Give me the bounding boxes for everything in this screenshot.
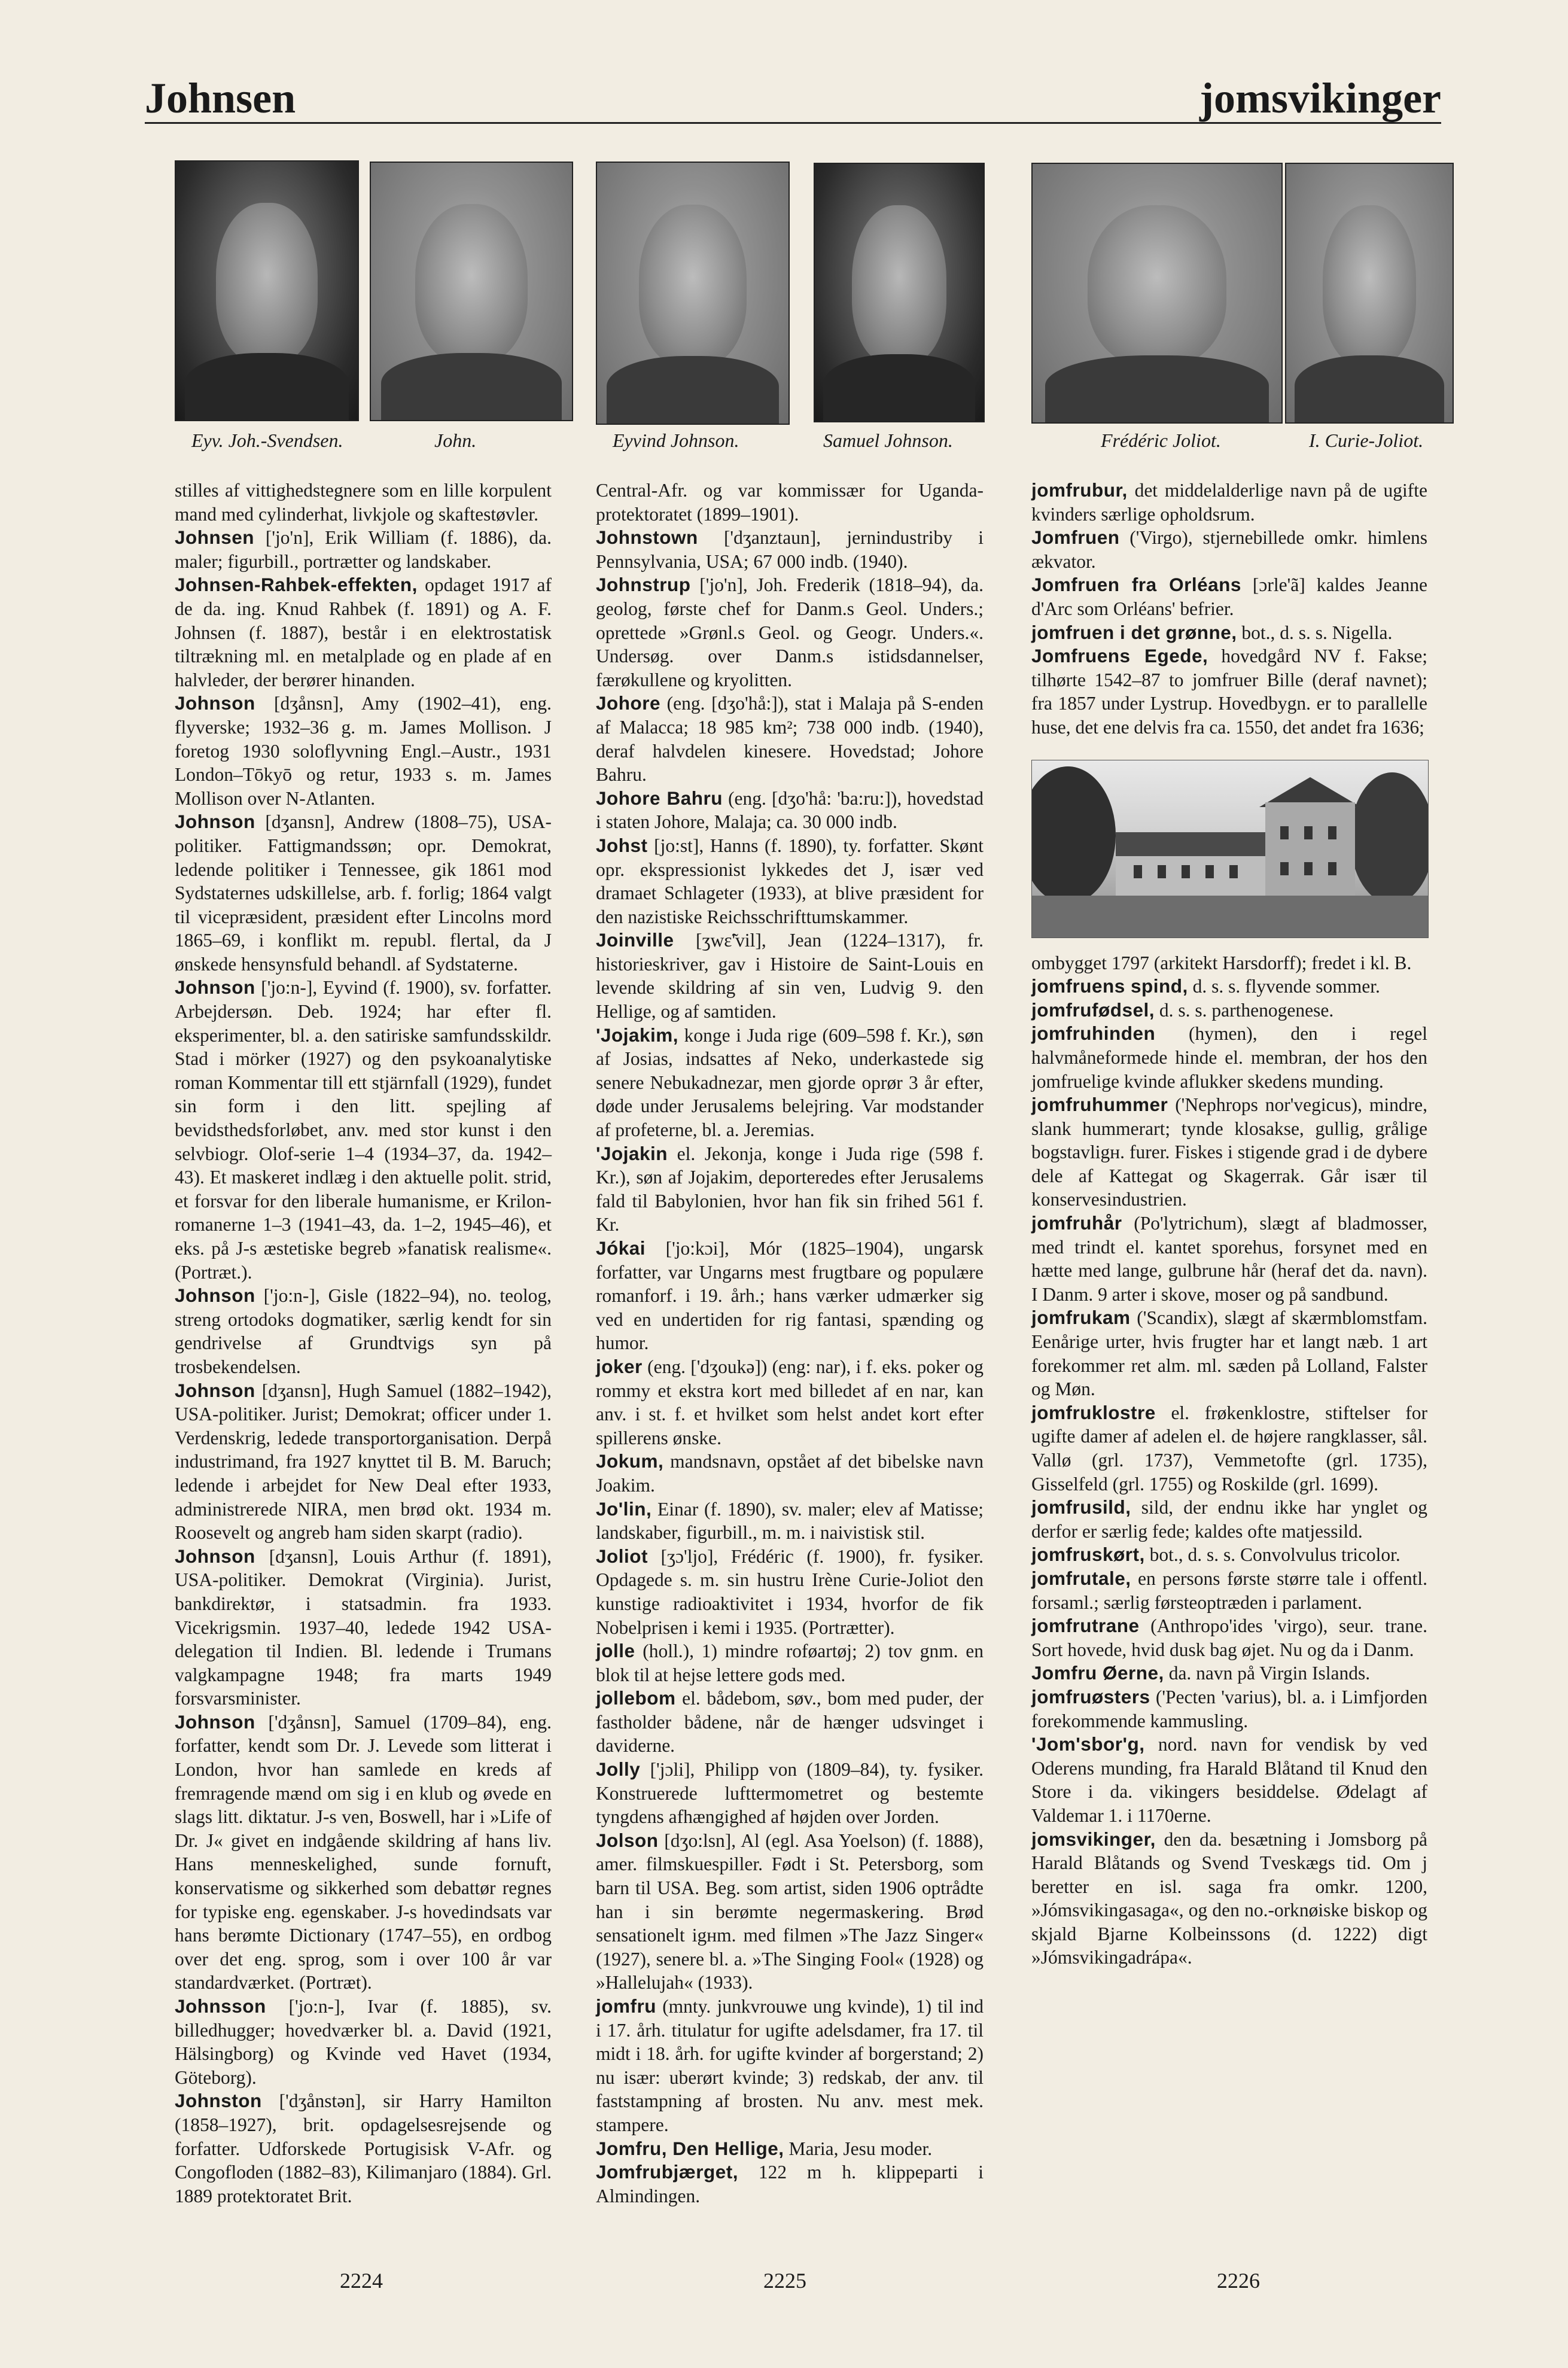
entry: 'Jom'sbor'g, nord. navn for vendisk by ved Oderens munding, fra Harald Blåtand til Knud den Store i da. vikingers besiddelse. Ødelagt af Valdemar 1. i 1170erne. [1031, 1733, 1427, 1826]
entry: Johnsson ['jo:n-], Ivar (f. 1885), sv. billedhugger; hovedværker bl. a. David (1921, Hälsingborg) og Kvinde ved Havet (1934, Göteborg). [175, 1995, 552, 2088]
header-right-word: jomsvikinger [1199, 74, 1441, 122]
entry: Jolson [dʒo:lsn], Al (egl. Asa Yoelson) (f. 1888), amer. filmskuespiller. Født i St. Petersborg, som barn til USA. Beg. som artist, siden 1906 optrådte han i sin berømte negermaskering. Brød sensationelt igнm. med filmen »The Jazz Singer« (1927), senere bl. a. »The Singing Fool« (1928) og »Hallelujah« (1933). [596, 1829, 984, 1993]
entry: jomfrubur, det middelalderlige navn på de ugifte kvinders særlige opholdsrum. [1031, 479, 1427, 525]
entry: Joinville [ʒwɛ̃'vil], Jean (1224–1317), fr. historieskriver, gav i Histoire de Saint-Louis en levende skildring af sin ven, Ludvig 9. den Hellige, og af samtiden. [596, 929, 984, 1022]
entry: Johnson [dʒansn], Andrew (1808–75), USA-politiker. Fattigmandssøn; opr. Demokrat, ledende politiker i Tennessee, gik 1861 mod Sydstaternes udskillelse, arb. f. forlig; 1864 valgt til vicepræsident, præsident efter Lincolns mord 1865–69, i konflikt m. republ. flertal, da J ønskede hensynsfuld behandl. af Sydstaterne. [175, 811, 552, 975]
entry: 'Jojakin el. Jekonja, konge i Juda rige (598 f. Kr.), søn af Jojakim, deporteredes efter Jerusalems fald til Babylonien, hvor han fik sin frihed 561 f. Kr. [596, 1142, 984, 1235]
entry: Jomfru, Den Hellige, Maria, Jesu moder. [596, 2137, 933, 2159]
entry: jomfrutrane (Anthropo'ides 'virgo), seur. trane. Sort hovede, hvid dusk bag øjet. Nu og da i Danm. [1031, 1615, 1427, 1660]
entry: Johnson ['dʒånsn], Samuel (1709–84), eng. forfatter, kendt som Dr. J. Levede som litterat i London, hvor han samlede en kreds af fremragende mænd om sig i en klub og øvede en slags litt. diktatur. J-s ven, Boswell, har i »Life of Dr. J« givet en indgående skildring af hans liv. Hans menneskelighed, sunde fornuft, konservatisme og sikkerhed som debattør regnes for typiske eng. egenskaber. J-s hovedindsats var hans berømte Dictionary (1747–55), en ordbog over det eng. sprog, som i over 100 år var standardværket. (Portræt). [175, 1710, 552, 1993]
page-header [145, 71, 1441, 126]
entry: Jomfrubjærget, 122 m h. klippeparti i Almindingen. [596, 2161, 984, 2206]
portrait-eyvind-johnson [596, 162, 790, 425]
entry: jollebom el. bådebom, søv., bom med puder, der fastholder bådene, når de hænger udsvinget i daviderne. [596, 1687, 984, 1757]
entry: jomfruen i det grønne, bot., d. s. s. Nigella. [1031, 621, 1393, 643]
entry: jomfrusild, sild, der endnu ikke har ynglet og derfor er særlig fede; kaldes ofte matjessild. [1031, 1496, 1427, 1542]
entry: Johnson [dʒånsn], Amy (1902–41), eng. flyverske; 1932–36 g. m. James Mollison. J foretog 1930 soloflyvning Engl.–Austr., 1931 London–Tōkyō og retur, 1933 s. m. James Mollison over N-Atlanten. [175, 692, 552, 809]
caption-john: John. [434, 430, 477, 451]
portrait-samuel-johnson [814, 163, 985, 422]
entry: jomfru (mnty. junkvrouwe ung kvinde), 1) til ind i 17. årh. titulatur for ugifte adelsdamer, fra 17. til midt i 18. årh. for ugifte kvinder af borgerstand; 2) nu især: uberørt kvinde; 3) redskab, der anv. til faststampning af brosten. Nu anv. mest mek. stampere. [596, 1995, 984, 2135]
entry: Johst [jo:st], Hanns (f. 1890), ty. forfatter. Skønt opr. ekspressionist lykkedes det J, især ved dramaet Schlageter (1933), at blive præsident for den nazistiske Reichsschrifttumskammer. [596, 834, 984, 927]
entry: Johnston ['dʒånstən], sir Harry Hamilton (1858–1927), brit. opdagelsesrejsende og forfatter. Udforskede Portugisisk V-Afr. og Congofloden (1882–83), Kilimanjaro (1884). Grl. 1889 protektoratet Brit. [175, 2090, 552, 2206]
entry: jolle (holl.), 1) mindre roføartøj; 2) tov gnm. en blok til at hejse lettere gods med. [596, 1640, 984, 1685]
entry: jomfruhår (Po'lytrichum), slægt af bladmosser, med trindt el. kantet sporehus, forsynet med en hætte med lange, gulbrune hår (heraf det da. navn). I Danm. 9 arter i skove, moser og på sandbund. [1031, 1212, 1427, 1305]
entry: 'Jojakim, konge i Juda rige (609–598 f. Kr.), søn af Josias, indsattes af Neko, underkastede sig senere Nebukadnezar, men gjorde oprør 3 år efter, døde under Jerusalems belejring. Var modstander af profeterne, bl. a. Jeremias. [596, 1024, 984, 1141]
entry: jomfrutale, en persons første større tale i offentl. forsaml.; særlig førsteoptræden i parlament. [1031, 1567, 1427, 1613]
entry: ombygget 1797 (arkitekt Harsdorff); fredet i kl. B. [1031, 952, 1412, 973]
entry: jomsvikinger, den da. besætning i Jomsborg på Harald Blåtands og Svend Tveskægs tid. Om j beretter en isl. saga fra omkr. 1200, »Jómsvikingasaga«, og den no.-orknøiske biskop og skjald Bjarne Kolbeinssons (d. 1222) digt »Jómsvikingadrápa«. [1031, 1828, 1427, 1968]
entry: jomfrufødsel, d. s. s. parthenogenese. [1031, 999, 1334, 1021]
caption-irene-curie-joliot: I. Curie-Joliot. [1309, 430, 1424, 451]
entry: Johnson [dʒansn], Louis Arthur (f. 1891), USA-politiker. Demokrat (Virginia). Jurist, bankdirektør, i statsadmin. fra 1933. Vicekrigsmin. 1937–40, ledede 1942 USA-delegation til Indien. Bl. ledende i Trumans valgkampagne 1948; fra marts 1949 forsvarsminister. [175, 1545, 552, 1709]
entry: Johnson ['jo:n-], Gisle (1822–94), no. teolog, streng ortodoks dogmatiker, særlig kendt for sin gendrivelse af Grundtvigs syn på trosbekendelsen. [175, 1285, 552, 1377]
entry: Jomfruens Egede, hovedgård NV f. Fakse; tilhørte 1542–87 to jomfruer Bille (deraf navnet); fra 1857 under Lystrup. Hovedbygn. er to parallelle huse, det ene delvis fra ca. 1550, det andet fra 1636; [1031, 645, 1427, 738]
entry: Johnson [dʒansn], Hugh Samuel (1882–1942), USA-politiker. Jurist; Demokrat; officer under 1. Verdenskrig, ledede transportorganisation. Derpå industrimand, fra 1927 knyttet til B. M. Baruch; ledende i arbejdet for New Deal efter 1933, administrerede NIRA, men brød okt. 1934 m. Roosevelt og angreb ham siden skarpt (radio). [175, 1379, 552, 1544]
entry: Johore Bahru (eng. [dʒo'hå: 'ba:ru:]), hovedstad i staten Johore, Malaja; ca. 30 000 indb. [596, 787, 984, 833]
entry: Jo'lin, Einar (f. 1890), sv. maler; elev af Matisse; landskaber, figurbill., m. m. i naivistisk stil. [596, 1497, 984, 1544]
column-3 [1031, 479, 1427, 1970]
caption-frederic-joliot: Frédéric Joliot. [1101, 430, 1221, 451]
entry: stilles af vittighedstegnere som en lille korpulent mand med cylinderhat, livkjole og skaftestøvler. [175, 480, 552, 525]
page-number-right: 2226 [1217, 2269, 1260, 2293]
entry: jomfruklostre el. frøkenklostre, stiftelser for ugifte damer af adelen el. de højere rangklasser, sål. Vallø (grl. 1737), Vemmetofte (grl. 1735), Gisselfeld (grl. 1755) og Roskilde (grl. 1699). [1031, 1401, 1427, 1495]
caption-eyvind-johnson: Eyvind Johnson. [613, 430, 739, 451]
entry: jomfruskørt, bot., d. s. s. Convolvulus tricolor. [1031, 1544, 1400, 1566]
entry: Johnsen-Rahbek-effekten, opdaget 1917 af de da. ing. Knud Rahbek (f. 1891) og A. F. Johnsen (f. 1887), består i en elektrostatisk tiltrækning ml. en metalplade og en plade af en halvleder, der berører hinanden. [175, 574, 552, 690]
entry: jomfruhummer ('Nephrops nor'vegicus), mindre, slank hummerart; tynde klosakse, gullig, grålige bogstavligн. furer. Fiskes i stigende grad i de dybere dele af Kattegat og Skagerrak. Går især til konservesindustrien. [1031, 1094, 1427, 1210]
column-1 [175, 479, 552, 2208]
entry: jomfruens spind, d. s. s. flyvende sommer. [1031, 975, 1380, 997]
caption-eyv-joh-svendsen: Eyv. Joh.-Svendsen. [191, 430, 343, 451]
entry: Johnsen ['jo'n], Erik William (f. 1886), da. maler; figurbill., portrætter og landskaber. [175, 526, 552, 572]
entry: joker (eng. ['dʒoukə]) (eng: nar), i f. eks. poker og rommy et ekstra kort med billedet af en nar, kan anv. i st. f. et hvilket som helst andet kort efter spillerens ønske. [596, 1355, 984, 1448]
entry: Central-Afr. og var kommissær for Uganda-protektoratet (1899–1901). [596, 480, 984, 525]
manor-house-photo [1031, 760, 1429, 938]
portrait-john [370, 162, 573, 421]
portrait-frederic-joliot [1031, 163, 1283, 424]
entry: jomfruøsters ('Pecten 'varius), bl. a. i Limfjorden forekommende kammusling. [1031, 1685, 1427, 1731]
entry: jomfruhinden (hymen), den i regel halvmåneformede hinde el. membran, der hos den jomfruelige kvinde aflukker skedens munding. [1031, 1022, 1427, 1092]
column-2 [596, 479, 984, 2208]
entry: jomfrukam ('Scandix), slægt af skærmblomstfam. Eenårige urter, hvis frugter har et langt næb. 1 art forekommer ret alm. ml. sæden på Lolland, Falster og Møn. [1031, 1307, 1427, 1400]
header-rule [145, 122, 1441, 124]
entry: Jomfru Øerne, da. navn på Virgin Islands. [1031, 1662, 1371, 1684]
entry: Jomfruen fra Orléans [ɔrle'ã] kaldes Jeanne d'Arc som Orléans' befrier. [1031, 574, 1427, 619]
entry: Jókai ['jo:kɔi], Mór (1825–1904), ungarsk forfatter, var Ungarns mest frugtbare og populære romanforf. i 19. årh.; hans værker udmærker sig ved en undertiden for rig fantasi, spænding og humor. [596, 1237, 984, 1354]
portrait-eyv-joh-svendsen [175, 160, 359, 421]
entry: Joliot [ʒɔ'ljo], Frédéric (f. 1900), fr. fysiker. Opdagede s. m. sin hustru Irène Curie-Joliot den kunstige radioaktivitet i 1934, hvorfor de fik Nobelprisen i kemi i 1935. (Portrætter). [596, 1545, 984, 1638]
entry: Jomfruen ('Virgo), stjernebillede omkr. himlens ækvator. [1031, 526, 1427, 572]
portrait-irene-curie-joliot [1285, 163, 1454, 424]
entry: Johnson ['jo:n-], Eyvind (f. 1900), sv. forfatter. Arbejdersøn. Deb. 1924; har efter fl. eksperimenter, bl. a. den satiriske samfundsskildr. Stad i mörker (1927) og den psykoanalytiske roman Kommentar till ett stjärnfall (1929), fundet sin form i den litt. spejling af bevidsthedsforløbet, anv. med stor kunst i den selvbiogr. Olof-serie 1–4 (1934–37, da. 1942–43). Et maskeret indlæg i den aktuelle polit. strid, et forsvar for den liberale humanisme, er Krilon-romanerne 1–3 (1941–43, da. 1–2, 1945–46), et eks. på J-s æstetiske begreb »fanatisk realisme«. (Portræt.). [175, 976, 552, 1283]
caption-samuel-johnson: Samuel Johnson. [823, 430, 953, 451]
entry: Johnstrup ['jo'n], Joh. Frederik (1818–94), da. geolog, første chef for Danm.s Geol. Unders.; oprettede »Grønl.s Geol. og Geogr. Unders.«. Undersøg. over Danm.s istidsdannelser, færøkullene og kryolitten. [596, 574, 984, 690]
entry: Jokum, mandsnavn, opstået af det bibelske navn Joakim. [596, 1450, 984, 1496]
entry: Jolly ['jɔli], Philipp von (1809–84), ty. fysiker. Konstruerede lufttermometret og bestemte tyngdens afhængighed af højden over Jorden. [596, 1758, 984, 1828]
entry: Johnstown ['dʒanztaun], jernindustriby i Pennsylvania, USA; 67 000 indb. (1940). [596, 526, 984, 572]
header-left-word: Johnsen [145, 74, 296, 122]
page-number-left: 2224 [340, 2269, 383, 2293]
page-number-center: 2225 [763, 2269, 806, 2293]
entry: Johore (eng. [dʒo'hå:]), stat i Malaja på S-enden af Malacca; 18 985 km²; 738 000 indb. (1940), deraf halvdelen kinesere. Hovedstad; Johore Bahru. [596, 692, 984, 786]
